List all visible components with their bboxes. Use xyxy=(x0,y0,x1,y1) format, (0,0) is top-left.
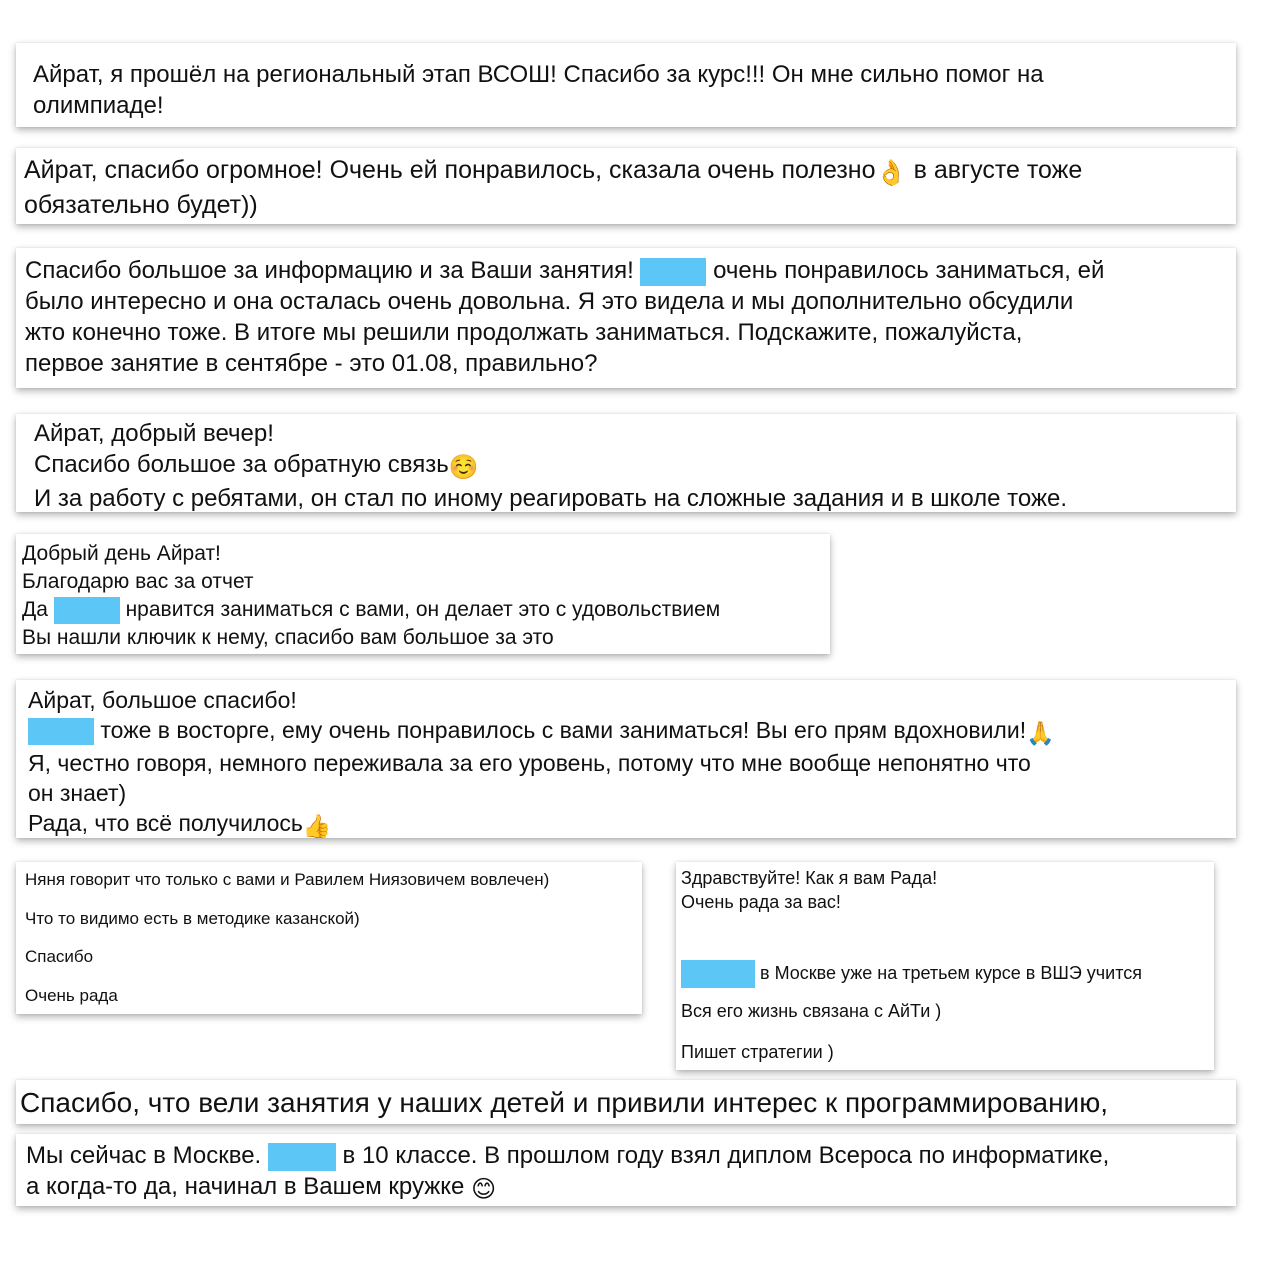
message-line xyxy=(681,958,1214,988)
message-card-6 xyxy=(16,680,1236,838)
folded-hands-emoji-icon: 🙏 xyxy=(1026,720,1055,746)
message-text: Няня говорит что только с вами и Равилем Ниязовичем вовлечен) xyxy=(25,870,550,889)
message-text: Что то видимо есть в методике казанской) xyxy=(25,908,360,928)
message-line xyxy=(22,596,830,624)
message-text: Пишет стратегии ) xyxy=(681,1042,834,1063)
message-line xyxy=(34,449,1236,483)
message-text: Здравствуйте! Как я вам Рада! xyxy=(681,868,938,888)
message-card-10 xyxy=(16,1134,1236,1206)
message-card-8 xyxy=(676,862,1214,1070)
message-text: Добрый день Айрат! xyxy=(22,542,221,565)
message-card-4 xyxy=(16,414,1236,512)
message-text: Очень рада xyxy=(25,985,118,1005)
smiling-face-emoji-icon: ☺️ xyxy=(448,454,479,481)
empty-line xyxy=(681,914,1214,958)
message-text: Благодарю вас за отчет xyxy=(22,570,254,593)
message-text: жто конечно тоже. В итоге мы решили продолжать заниматься. Подскажите, пожалуйста, xyxy=(25,319,1023,346)
message-line xyxy=(24,154,1236,189)
message-text: в 10 классе. В прошлом году взял диплом Всероса по информатике, xyxy=(335,1142,1110,1169)
message-text: Вся его жизнь связана с АйТи ) xyxy=(681,1001,942,1022)
message-text: нравится заниматься с вами, он делает это с удовольствием xyxy=(119,598,721,621)
message-text: И за работу с ребятами, он стал по иному реагировать на сложные задания и в школе тоже. xyxy=(34,485,1068,512)
message-text: Спасибо большое за информацию и за Ваши занятия! xyxy=(25,257,641,284)
message-card-2 xyxy=(16,148,1236,224)
message-text: Мы сейчас в Москве. xyxy=(26,1142,268,1169)
message-text: Да xyxy=(22,598,54,621)
message-text: он знает) xyxy=(28,780,127,806)
redacted-name xyxy=(681,960,755,988)
message-card-5 xyxy=(16,534,830,654)
message-text: обязательно будет)) xyxy=(24,191,258,219)
ok-hand-emoji-icon: 👌 xyxy=(875,159,907,187)
message-text: в Москве уже на третьем курсе в ВШЭ учится xyxy=(755,963,1143,983)
message-text: а когда-то да, начинал в Вашем кружке xyxy=(26,1173,472,1200)
message-text: в августе тоже xyxy=(906,156,1083,184)
message-line xyxy=(28,808,1236,841)
message-line xyxy=(25,255,1236,286)
message-text: Айрат, спасибо огромное! Очень ей понравилось, сказала очень полезно xyxy=(24,156,876,184)
redacted-name xyxy=(640,258,706,286)
message-text: Вы нашли ключик к нему, спасибо вам большое за это xyxy=(22,626,554,649)
message-text: Айрат, добрый вечер! xyxy=(34,420,274,447)
message-card-1 xyxy=(16,43,1236,127)
message-text: Спасибо xyxy=(25,947,94,966)
message-text: Айрат, я прошёл на региональный этап ВСОШ! Спасибо за курс!!! Он мне сильно помог на xyxy=(33,61,1044,88)
message-text: очень понравилось заниматься, ей xyxy=(706,257,1105,284)
message-text: Я, честно говоря, немного переживала за его уровень, потому что мне вообще непонятно что xyxy=(28,750,1031,776)
message-card-9 xyxy=(16,1080,1236,1124)
redacted-name xyxy=(268,1143,336,1171)
message-text: первое занятие в сентябре - это 01.08, правильно? xyxy=(25,350,598,377)
message-text: Айрат, большое спасибо! xyxy=(28,687,297,713)
message-text: Спасибо, что вели занятия у наших детей и привили интерес к программированию, xyxy=(20,1087,1108,1118)
message-text: Очень рада за вас! xyxy=(681,892,841,912)
message-text: олимпиаде! xyxy=(33,92,164,119)
message-text: тоже в восторге, ему очень понравилось с вами заниматься! Вы его прям вдохновили! xyxy=(94,717,1027,743)
message-card-7 xyxy=(16,862,642,1014)
message-line xyxy=(28,715,1236,748)
message-text: Рада, что всё получилось xyxy=(28,810,303,836)
message-card-3 xyxy=(16,248,1236,388)
redacted-name xyxy=(28,718,94,745)
message-line xyxy=(26,1171,1236,1205)
message-line xyxy=(26,1140,1236,1171)
message-text: было интересно и она осталась очень довольна. Я это видела и мы дополнительно обсудили xyxy=(25,288,1074,315)
smiling-face-emoji-icon: 😊 xyxy=(471,1176,497,1203)
message-text: Спасибо большое за обратную связь xyxy=(34,451,449,478)
redacted-name xyxy=(54,597,120,624)
thumbs-up-emoji-icon: 👍 xyxy=(302,813,332,839)
